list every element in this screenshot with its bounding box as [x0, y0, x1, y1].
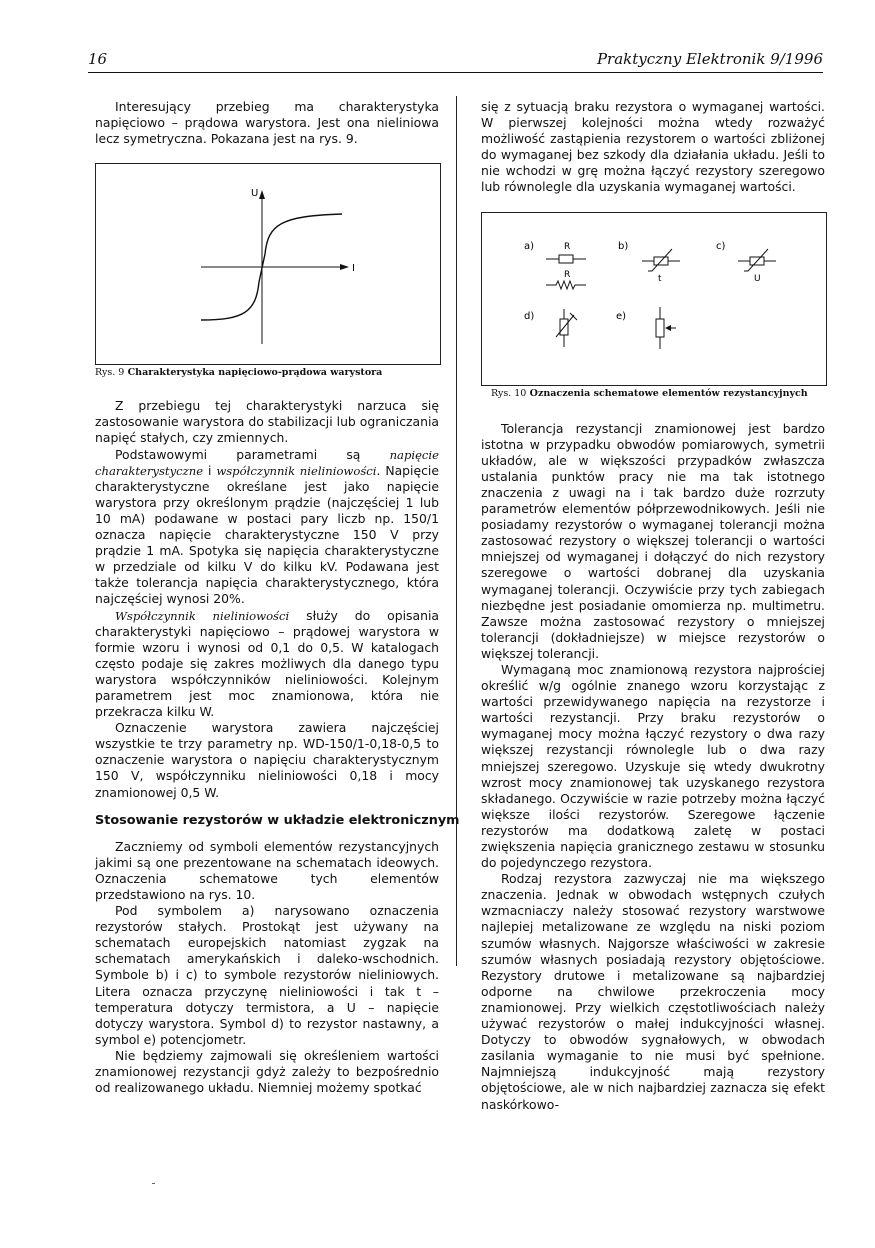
header-rule — [88, 72, 823, 73]
fixed-resistor-zigzag-symbol — [546, 281, 586, 289]
column-divider — [456, 96, 457, 966]
figure-10 — [481, 212, 827, 386]
y-axis-arrow — [259, 190, 265, 199]
fixed-resistor-rect-symbol — [546, 255, 586, 263]
resistor-symbols-diagram — [482, 213, 826, 385]
x-axis-arrow — [340, 264, 349, 270]
page-number: 16 — [88, 50, 108, 68]
term-nonlinearity-coefficient: współczynnik nieliniowości — [216, 463, 377, 478]
paragraph: Tolerancja rezystancji znamionowej jest bardzo istotna w przypadku obwodów pomiarowych, symetrii układów, ale w większości przypadków zwłaszcza ustalania punktów pracy nie ma tak istotnego znaczenia z uwagi na i tak bardzo duże rozrzuty parametrów elementów półprzewodnikowych. Jeśli nie posiadamy rezystorów o wymaganej tolerancji można zastosować rezystory o większej tolerancji o wartości mniejszej od wymaganej i dołączyć do nich rezystory szeregowe o wartości dobranej dla uzyskania wymaganej tolerancji. Oczywiście przy tych zabiegach niezbędne jest posiadanie omomierza np. multimetru. Zawsze można zastosować rezystory o mniejszej tolerancji (dokładniejsze) w miejsce rezystorów o większej tolerancji. — [481, 420, 825, 661]
paragraph: Zaczniemy od symboli elementów rezystancyjnych jakimi są one prezentowane na schematach ideowych. Oznaczenia schematowe tych elementów przedstawiono na rys. 10. — [95, 838, 439, 902]
figure-9 — [95, 163, 441, 365]
x-axis-label: I — [352, 263, 355, 275]
wiper-arrow — [665, 325, 671, 331]
figure-9-caption-text: Charakterystyka napięciowo-prądowa warystora — [127, 367, 383, 379]
term-nonlinearity-coefficient: Współczynnik nieliniowości — [115, 608, 290, 623]
adjustable-resistor-symbol — [556, 309, 577, 347]
page-header — [88, 50, 823, 72]
figure-10-caption-label: Rys. 10 — [491, 387, 527, 399]
label-b: b) — [618, 240, 629, 252]
paragraph: Oznaczenie warystora zawiera najczęściej wszystkie te trzy parametry np. WD-150/1-0,18-0,5 to oznaczenie warystora o napięciu charakterystycznym 150 V, współczynniku nieliniowości 0,18 i mocy znamionowej 0,5 W. — [95, 720, 439, 800]
footer-mark — [152, 1183, 155, 1184]
paragraph — [95, 447, 439, 608]
figure-9-caption — [95, 365, 439, 380]
paragraph — [95, 608, 439, 721]
label-e: e) — [616, 310, 627, 322]
resistor-letter-r-2: R — [564, 269, 571, 280]
paragraph: Pod symbolem a) narysowano oznaczenia rezystorów stałych. Prostokąt jest używany na schematach europejskich natomiast zygzak na schematach amerykańskich i daleko-wschodnich. Symbole b) i c) to symbole rezystorów nieliniowych. Litera oznacza przyczynę nieliniowości i tak t – temperatura dotyczy termistora, a U – napięcie dotyczy warystora. Symbol d) to rezystor nastawny, a symbol e) potencjometr. — [95, 903, 439, 1047]
text-run: i — [203, 462, 217, 478]
varistor-letter-u: U — [754, 273, 761, 284]
paragraph: Rodzaj rezystora zazwyczaj nie ma większego znaczenia. Jednak w obwodach wstępnych czułych wzmacniaczy należy stosować rezystory warstwowe najlepiej metalizowane ze względu na niski poziom szumów własnych. Najgorsze właściwości w zakresie szumów własnych posiadają rezystory objętościowe. Rezystory drutowe i metalizowane są najbardziej odporne na chwilowe przekroczenia mocy znamionowej. Przy wielkich częstotliwościach należy używać rezystorów o małej indukcyjności własnej. Dotyczy to obwodów sygnałowych, w obwodach zasilania wymaganie to nie musi być spełnione. Najmniejszą indukcyjność mają rezystory objętościowe, ale w nich najbardziej zaznacza się efekt naskórkowo- — [481, 871, 825, 1112]
term-characteristic-voltage: napięcie charakterystyczne — [95, 447, 439, 478]
paragraph: się z sytuacją braku rezystora o wymaganej wartości. W pierwszej kolejności można wtedy rozważyć możliwość zastąpienia rezystorem o wartości zbliżonej do wymaganej bez szkody dla działania układu. Jeśli to nie wchodzi w grę można łączyć rezystory szeregowo lub równolegle dla uzyskania wymaganej wartości. — [481, 99, 825, 195]
figure-10-caption — [481, 386, 825, 401]
figure-9-caption-label: Rys. 9 — [95, 367, 125, 379]
right-column — [481, 99, 825, 1113]
left-column — [95, 99, 460, 1096]
thermistor-symbol — [642, 249, 680, 271]
label-c: c) — [716, 240, 726, 252]
paragraph: Nie będziemy zajmowali się określeniem wartości znamionowej rezystancji gdyż zależy to bezpośrednio od realizowanego układu. Niemniej możemy spotkać — [95, 1047, 439, 1096]
text-run: . Napięcie charakterystyczne określane jest jako napięcie warystora przy określonym prądzie (najczęściej 1 lub 10 mA) podawane w postaci pary liczb np. 150/1 oznacza napięcie charakterystyczne 150 V przy prądzie 1 mA. Spotyka się napięcia charakterystyczne w przedziale od kilku V do kilku kV. Podawana jest także tolerancja napięcia charakterystycznego, która najczęściej wynosi 20%. — [95, 462, 439, 607]
text-run: Podstawowymi parametrami są — [115, 446, 390, 462]
text-run: służy do opisania charakterystyki napięciowo – prądowej warystora w formie wzoru i wynosi od 0,1 do 0,5. W katalogach często podaje się zakres możliwych dla danego typu warystora współczynników nieliniowości. Kolejnym parametrem jest moc znamionowa, która nie przekracza kilku W. — [95, 607, 439, 720]
y-axis-label: U — [251, 188, 259, 200]
varistor-symbol — [738, 249, 776, 271]
resistor-letter-r: R — [564, 241, 571, 252]
thermistor-letter-t: t — [658, 273, 662, 284]
label-d: d) — [524, 310, 535, 322]
section-heading: Stosowanie rezystorów w układzie elektronicznym — [95, 812, 460, 828]
magazine-title: Praktyczny Elektronik 9/1996 — [596, 50, 823, 68]
varistor-iv-chart — [96, 164, 440, 364]
figure-10-caption-text: Oznaczenia schematowe elementów rezystancyjnych — [529, 387, 808, 399]
paragraph: Z przebiegu tej charakterystyki narzuca się zastosowanie warystora do stabilizacji lub ograniczania napięć stałych, czy zmiennych. — [95, 398, 439, 446]
intro-paragraph: Interesujący przebieg ma charakterystyka napięciowo – prądowa warystora. Jest ona nieliniowa lecz symetryczna. Pokazana jest na rys. 9. — [95, 99, 439, 147]
label-a: a) — [524, 240, 535, 252]
paragraph: Wymaganą moc znamionową rezystora najprościej określić w/g ogólnie znanego wzoru korzystając z wartości przewidywanego napięcia na rezystorze i wartości rezystancji. Przy braku rezystorów o wymaganej mocy można łączyć rezystory o dwa razy większej rezystancji równolegle lub o dwa razy mniejszej szeregowo. Uzyskuje się wtedy dwukrotny wzrost mocy znamionowej tak uzyskanego rezystora składanego. Oczywiście w razie potrzeby można łączyć większe ilości rezystorów. Szeregowe łączenie rezystorów ma dodatkową zaletę w postaci zwiększenia napięcia granicznego zestawu w stosunku do pojedynczego rezystora. — [481, 661, 825, 871]
